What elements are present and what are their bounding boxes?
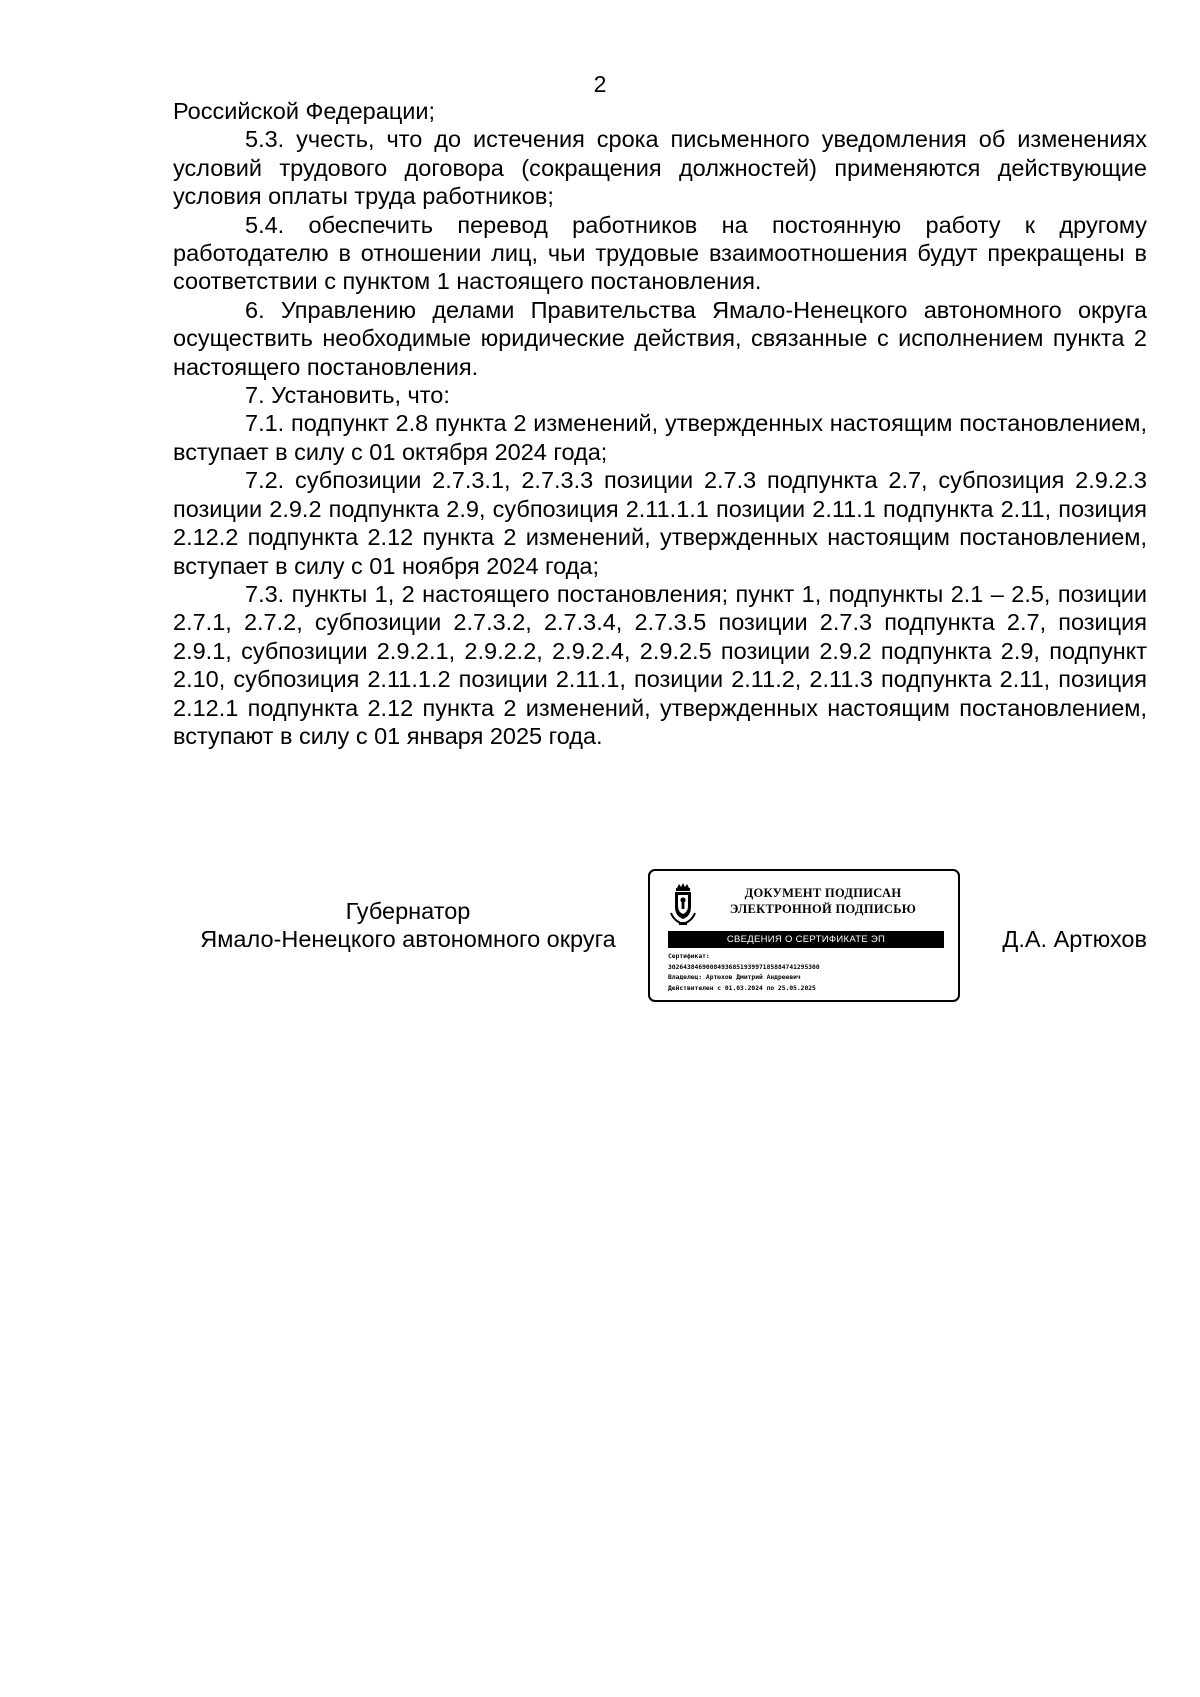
paragraph-7-2: 7.2. субпозиции 2.7.3.1, 2.7.3.3 позиции 2.7.3 подпункта 2.7, субпозиция 2.9.2.3 позиции 2.9.2 подпункта 2.9, субпозиция 2.11.1.1 позиции 2.11.1 подпункта 2.11, позиция 2.12.2 подпункта 2.12 пункта 2 изменений, утвержденных настоящим постановлением, вступает в силу с 01 ноября 2024 года; <box>173 467 1147 579</box>
certificate-owner: Владелец: Артюхов Дмитрий Андреевич <box>668 974 801 981</box>
signatory-position <box>173 897 643 954</box>
certificate-info-bar: СВЕДЕНИЯ О СЕРТИФИКАТЕ ЭП <box>668 931 944 948</box>
electronic-signature-stamp <box>648 869 960 1002</box>
paragraph-6: 6. Управлению делами Правительства Ямало-Ненецкого автономного округа осуществить необходимые юридические действия, связанные с исполнением пункта 2 настоящего постановления. <box>173 296 1147 380</box>
stamp-title-line2: ЭЛЕКТРОННОЙ ПОДПИСЬЮ <box>729 902 917 916</box>
certificate-label: Сертификат: <box>668 953 710 960</box>
certificate-details <box>668 952 948 994</box>
paragraph-continuation: Российской Федерации; <box>173 98 436 124</box>
document-body <box>173 97 1147 750</box>
page-number: 2 <box>593 71 607 97</box>
paragraph-7-3: 7.3. пункты 1, 2 настоящего постановления; пункт 1, подпункты 2.1 – 2.5, позиции 2.7.1, 2.7.2, субпозиции 2.7.3.2, 2.7.3.4, 2.7.3.5 позиции 2.7.3 подпункта 2.7, позиция 2.9.1, субпозиции 2.9.2.1, 2.9.2.2, 2.9.2.4, 2.9.2.5 позиции 2.9.2 подпункта 2.9, подпункт 2.10, субпозиция 2.11.1.2 позиции 2.11.1, позиции 2.11.2, 2.11.3 подпункта 2.11, позиция 2.12.1 подпункта 2.12 пункта 2 изменений, утвержденных настоящим постановлением, вступают в силу с 01 января 2025 года. <box>173 580 1147 749</box>
certificate-validity: Действителен с 01.03.2024 по 25.05.2025 <box>668 984 816 992</box>
paragraph-7: 7. Установить, что: <box>245 382 450 409</box>
signatory-region: Ямало-Ненецкого автономного округа <box>200 926 616 953</box>
stamp-title <box>714 885 932 917</box>
paragraph-5-3: 5.3. учесть, что до истечения срока письменного уведомления об изменениях условий трудового договора (сокращения должностей) применяются действующие условия оплаты труда работников; <box>173 126 1147 210</box>
paragraph-7-1: 7.1. подпункт 2.8 пункта 2 изменений, утвержденных настоящим постановлением, вступает в силу с 01 октября 2024 года; <box>173 410 1147 465</box>
stamp-title-line1: ДОКУМЕНТ ПОДПИСАН <box>744 886 902 900</box>
signatory-name: Д.А. Артюхов <box>1002 926 1147 952</box>
signatory-title: Губернатор <box>345 898 471 924</box>
certificate-number: 3026438469008493685193997185884741295300 <box>668 963 820 971</box>
yamal-coat-of-arms-icon <box>668 883 698 927</box>
paragraph-5-4: 5.4. обеспечить перевод работников на постоянную работу к другому работодателю в отношении лиц, чьи трудовые взаимоотношения будут прекращены в соответствии с пунктом 1 настоящего постановления. <box>173 211 1147 295</box>
